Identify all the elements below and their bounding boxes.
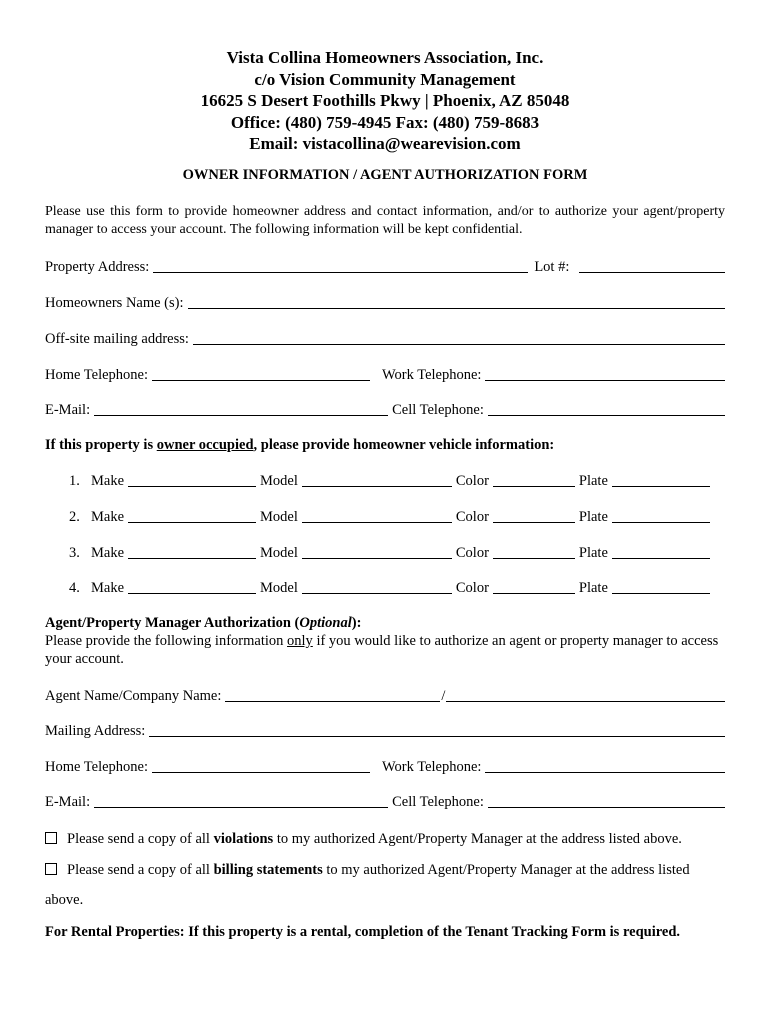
agent-section [45, 614, 725, 668]
homeowners-name-row [45, 292, 725, 312]
owner-occupied-text: owner occupied [156, 437, 254, 453]
agent-mailing-label: Mailing Address: [45, 723, 146, 739]
vehicle-heading-text: If this property is [45, 437, 157, 453]
model-field[interactable] [302, 579, 452, 594]
plate-label: Plate [578, 580, 608, 596]
agent-heading-end: ): [351, 615, 362, 631]
agent-cell-telephone-label: Cell Telephone: [392, 794, 484, 810]
violations-text-end: to my authorized Agent/Property Manager at the address listed above. [273, 831, 682, 847]
billing-checkbox-row [45, 855, 725, 915]
rental-notice: For Rental Properties: If this property is a rental, completion of the Tenant Tracking Form is required. [45, 924, 681, 940]
vehicle-number: 2. [69, 509, 80, 525]
plate-label: Plate [578, 473, 608, 489]
color-label: Color [455, 509, 489, 525]
owner-telephone-row [45, 364, 725, 384]
make-field[interactable] [128, 579, 256, 594]
property-address-label: Property Address: [45, 259, 150, 275]
color-label: Color [455, 580, 489, 596]
plate-field[interactable] [612, 508, 710, 523]
violations-checkbox-row [45, 824, 725, 854]
plate-label: Plate [578, 545, 608, 561]
agent-work-telephone-field[interactable] [485, 758, 725, 773]
model-field[interactable] [302, 544, 452, 559]
homeowners-name-field[interactable] [188, 294, 725, 309]
color-field[interactable] [493, 579, 575, 594]
agent-section-description [45, 632, 725, 668]
home-telephone-field[interactable] [152, 366, 370, 381]
model-label: Model [260, 580, 298, 596]
vehicle-number: 3. [69, 545, 80, 561]
vehicle-section-heading [45, 434, 725, 454]
color-field[interactable] [493, 544, 575, 559]
home-telephone-label: Home Telephone: [45, 367, 149, 383]
agent-telephone-row [45, 756, 725, 776]
property-address-row [45, 256, 725, 276]
contact-email: Email: vistacollina@wearevision.com [249, 134, 521, 153]
violations-text: Please send a copy of all [67, 831, 214, 847]
agent-email-label: E-Mail: [45, 794, 91, 810]
make-label: Make [91, 580, 125, 596]
make-label: Make [91, 473, 125, 489]
vehicle-heading-text-end: , please provide homeowner vehicle information: [253, 437, 555, 453]
vehicle-row [69, 577, 719, 597]
association-name: Vista Collina Homeowners Association, Inc. [226, 48, 544, 67]
model-field[interactable] [302, 508, 452, 523]
make-field[interactable] [128, 544, 256, 559]
agent-cell-telephone-field[interactable] [488, 793, 725, 808]
model-field[interactable] [302, 472, 452, 487]
agent-home-telephone-field[interactable] [152, 758, 370, 773]
company-name-field[interactable] [446, 687, 725, 702]
make-field[interactable] [128, 508, 256, 523]
association-header [45, 47, 725, 155]
color-field[interactable] [493, 472, 575, 487]
violations-checkbox[interactable] [45, 832, 57, 844]
management-company: c/o Vision Community Management [254, 69, 516, 89]
phone-fax: Office: (480) 759-4945 Fax: (480) 759-8683 [230, 112, 540, 132]
work-telephone-label: Work Telephone: [382, 367, 482, 383]
plate-label: Plate [578, 509, 608, 525]
cell-telephone-label: Cell Telephone: [392, 402, 484, 418]
vehicle-row [69, 470, 719, 490]
street-address: 16625 S Desert Foothills Pkwy | Phoenix, AZ 85048 [200, 91, 570, 110]
only-text: only [287, 633, 313, 649]
plate-field[interactable] [612, 472, 710, 487]
agent-name-row [45, 685, 725, 705]
make-field[interactable] [128, 472, 256, 487]
vehicle-row [69, 542, 719, 562]
offsite-mailing-label: Off-site mailing address: [45, 331, 189, 347]
billing-text-end: to my authorized Agent/Property Manager at the address listed above. [45, 862, 690, 908]
plate-field[interactable] [612, 579, 710, 594]
property-address-field[interactable] [153, 258, 528, 273]
vehicle-row [69, 506, 719, 526]
color-field[interactable] [493, 508, 575, 523]
cell-telephone-field[interactable] [488, 401, 725, 416]
billing-text: Please send a copy of all [67, 862, 214, 878]
homeowners-name-label: Homeowners Name (s): [45, 295, 184, 311]
agent-email-field[interactable] [94, 793, 388, 808]
billing-bold-text: billing statements [213, 862, 323, 878]
agent-email-row [45, 791, 725, 811]
owner-email-row [45, 399, 725, 419]
agent-section-heading [45, 614, 725, 632]
agent-work-telephone-label: Work Telephone: [382, 759, 482, 775]
color-label: Color [455, 545, 489, 561]
work-telephone-field[interactable] [485, 366, 725, 381]
form-title: OWNER INFORMATION / AGENT AUTHORIZATION FORM [182, 167, 588, 183]
agent-home-telephone-label: Home Telephone: [45, 759, 149, 775]
make-label: Make [91, 545, 125, 561]
plate-field[interactable] [612, 544, 710, 559]
agent-desc-text-end: if you would like to authorize an agent or property manager to access your account. [45, 633, 719, 667]
lot-field[interactable] [579, 258, 725, 273]
agent-mailing-row [45, 720, 725, 740]
email-field[interactable] [94, 401, 388, 416]
vehicle-number: 4. [69, 580, 80, 596]
agent-heading-text: Agent/Property Manager Authorization ( [45, 615, 300, 631]
agent-name-field[interactable] [225, 687, 440, 702]
agent-name-label: Agent Name/Company Name: [45, 688, 222, 704]
agent-desc-text: Please provide the following information [45, 633, 288, 649]
intro-paragraph: Please use this form to provide homeowner address and contact information, and/or to authorize your agent/property manager to access your account. The following information will be kept confidential. [45, 204, 725, 237]
optional-text: Optional [299, 615, 352, 631]
color-label: Color [455, 473, 489, 489]
vehicle-number: 1. [69, 473, 80, 489]
offsite-mailing-row [45, 328, 725, 348]
lot-label: Lot #: [534, 259, 570, 275]
model-label: Model [260, 473, 298, 489]
agent-slash: / [441, 688, 446, 704]
model-label: Model [260, 545, 298, 561]
billing-checkbox[interactable] [45, 863, 57, 875]
email-label: E-Mail: [45, 402, 91, 418]
make-label: Make [91, 509, 125, 525]
violations-bold-text: violations [213, 831, 274, 847]
model-label: Model [260, 509, 298, 525]
offsite-mailing-field[interactable] [193, 330, 725, 345]
agent-mailing-field[interactable] [149, 722, 725, 737]
